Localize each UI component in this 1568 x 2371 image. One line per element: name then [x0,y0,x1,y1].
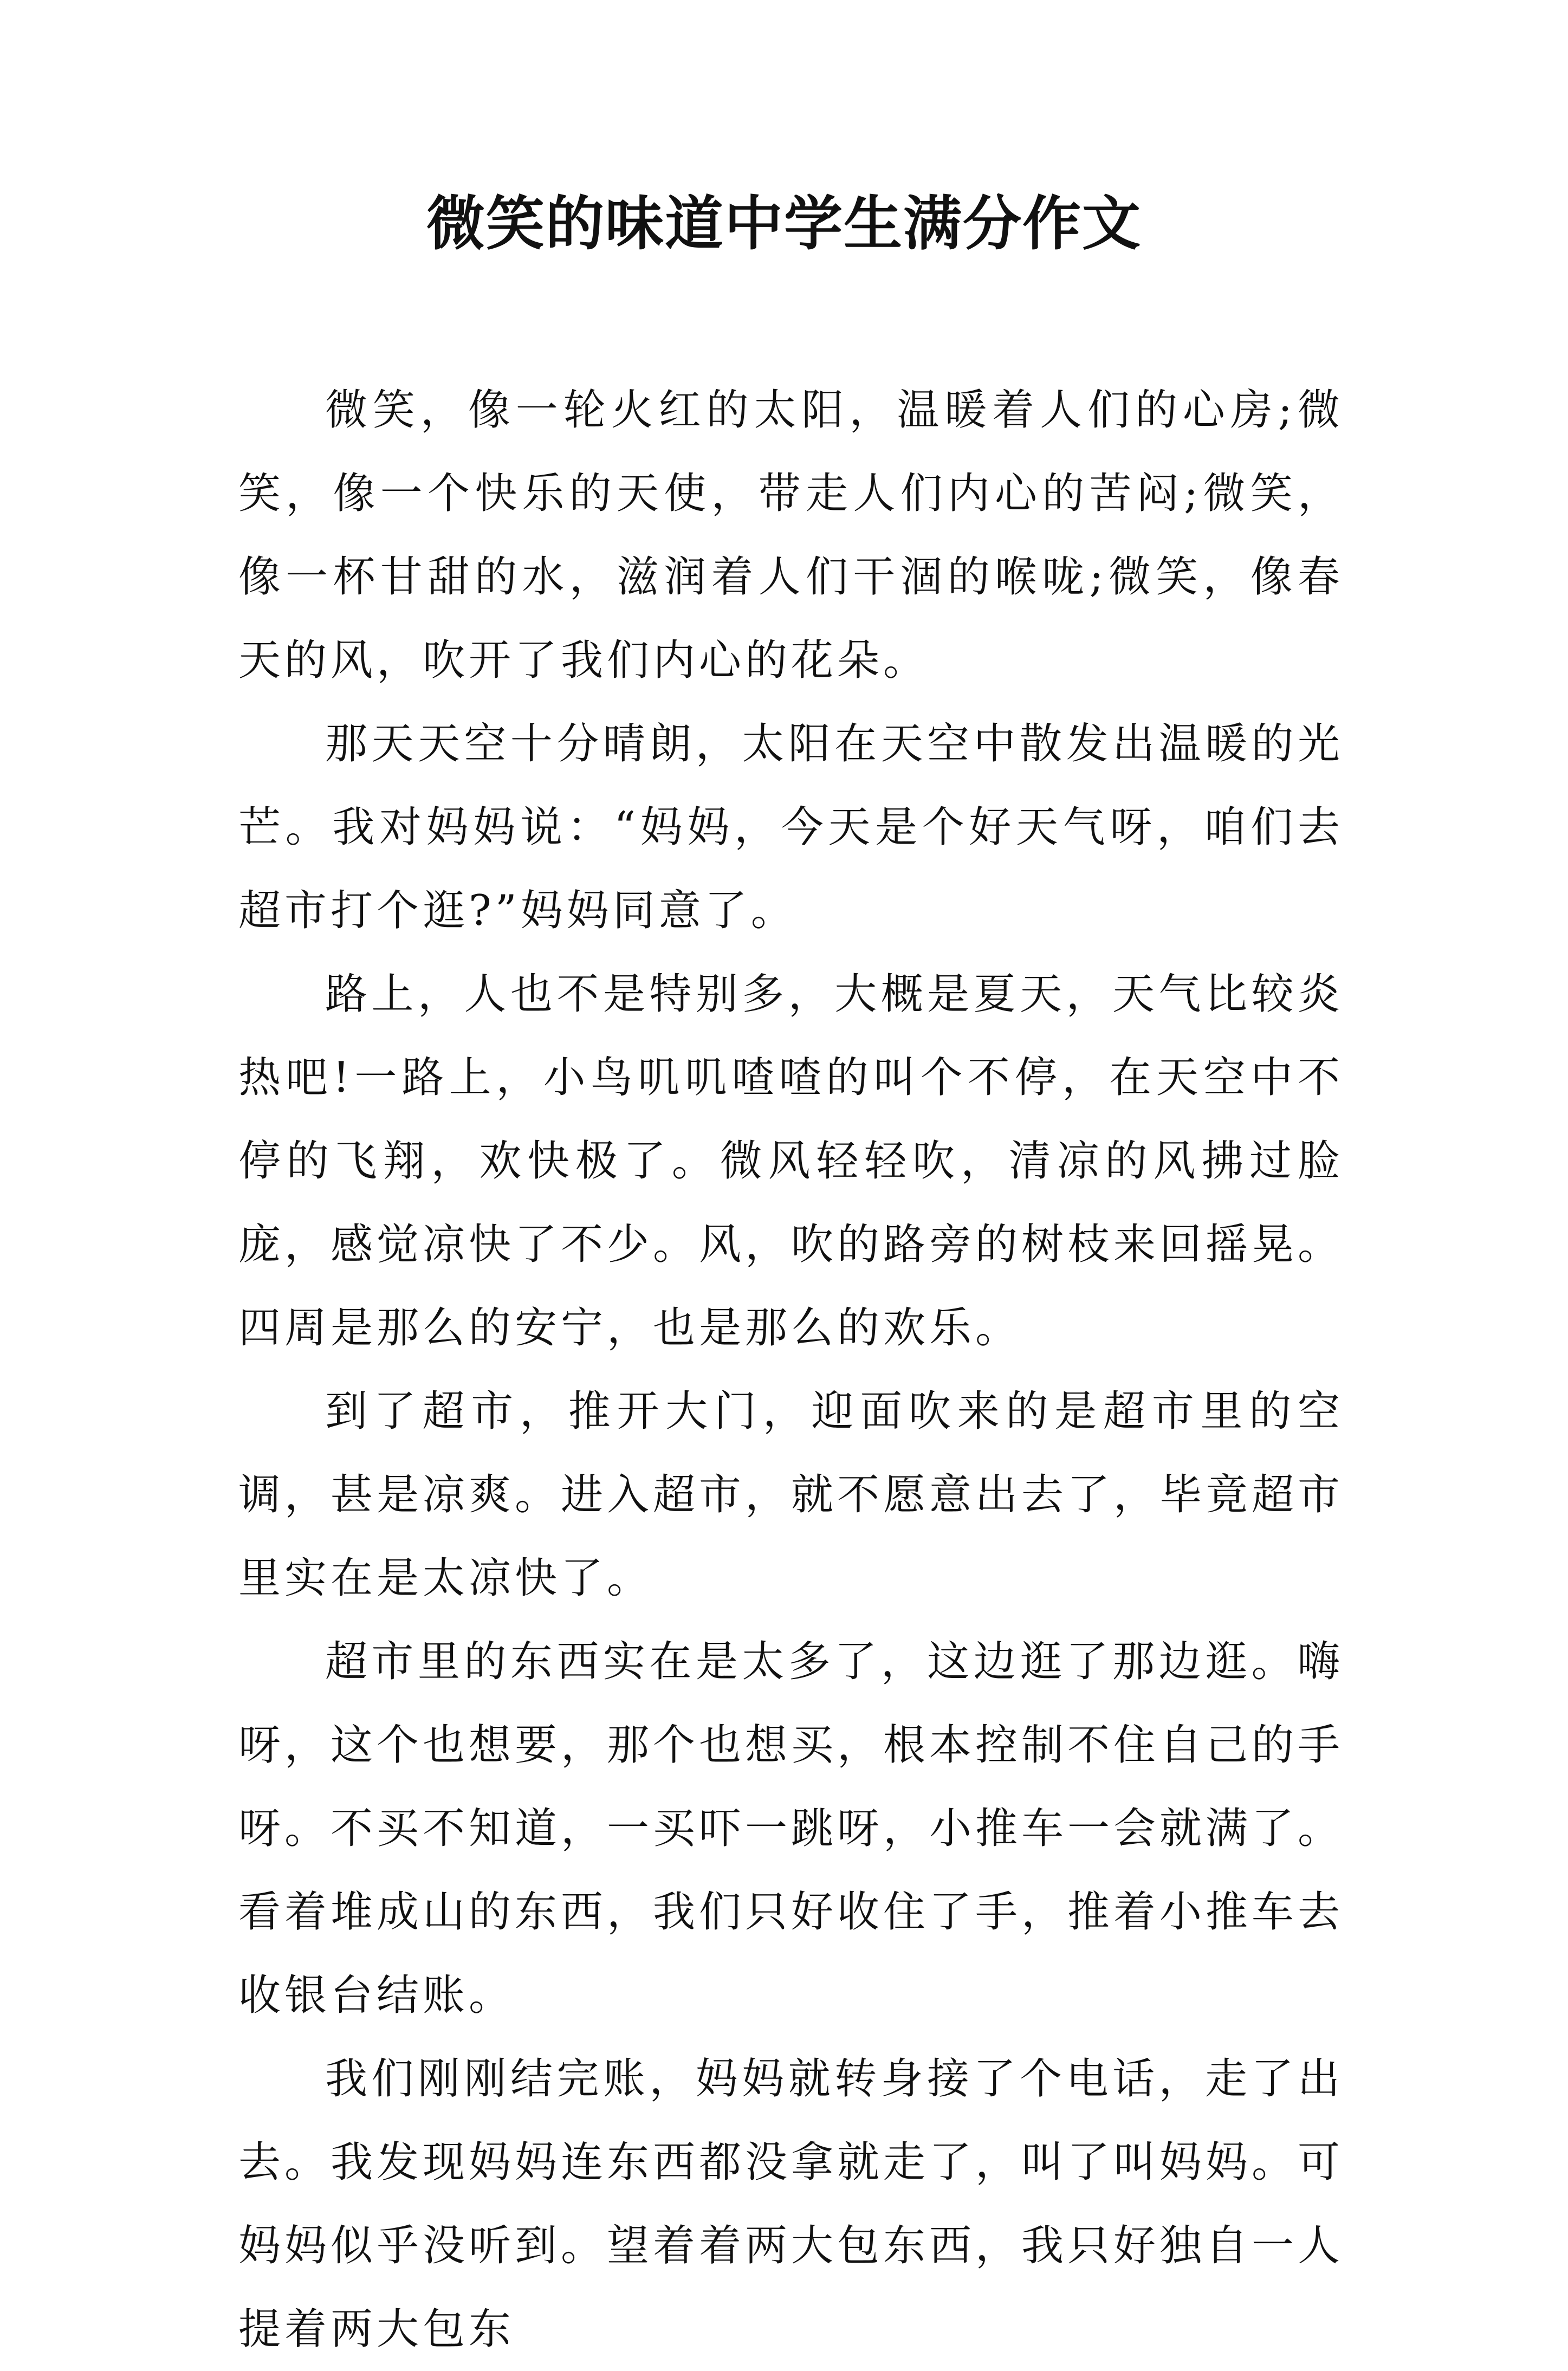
paragraph-3: 路上，人也不是特别多，大概是夏天，天气比较炎热吧!一路上，小鸟叽叽喳喳的叫个不停，在天空中不停的飞翔，欢快极了。微风轻轻吹，清凉的风拂过脸庞，感觉凉快了不少。风，吹的路旁的树枝来回摇晃。四周是那么的安宁，也是那么的欢乐。 [238,970,1344,1352]
paragraph-4: 到了超市，推开大门，迎面吹来的是超市里的空调，甚是凉爽。进入超市，就不愿意出去了，毕竟超市里实在是太凉快了。 [238,1387,1344,1603]
paragraph-2: 那天天空十分晴朗，太阳在天空中散发出温暖的光芒。我对妈妈说：“妈妈，今天是个好天气呀，咱们去超市打个逛?”妈妈同意了。 [238,720,1344,935]
paragraph-6: 我们刚刚结完账，妈妈就转身接了个电话，走了出去。我发现妈妈连东西都没拿就走了，叫了叫妈妈。可妈妈似乎没听到。望着着两大包东西，我只好独自一人提着两大包东 [238,2055,1344,2354]
document-body [238,368,1344,2371]
document-title: 微笑的味道中学生满分作文 [426,190,1142,258]
paragraph-5: 超市里的东西实在是太多了，这边逛了那边逛。嗨呀，这个也想要，那个也想买，根本控制不住自己的手呀。不买不知道，一买吓一跳呀，小推车一会就满了。看着堆成山的东西，我们只好收住了手，推着小推车去收银台结账。 [238,1637,1344,2020]
paragraph-1: 微笑，像一轮火红的太阳，温暖着人们的心房;微笑，像一个快乐的天使，带走人们内心的苦闷;微笑，像一杯甘甜的水，滋润着人们干涸的喉咙;微笑，像春天的风，吹开了我们内心的花朵。 [238,386,1344,685]
